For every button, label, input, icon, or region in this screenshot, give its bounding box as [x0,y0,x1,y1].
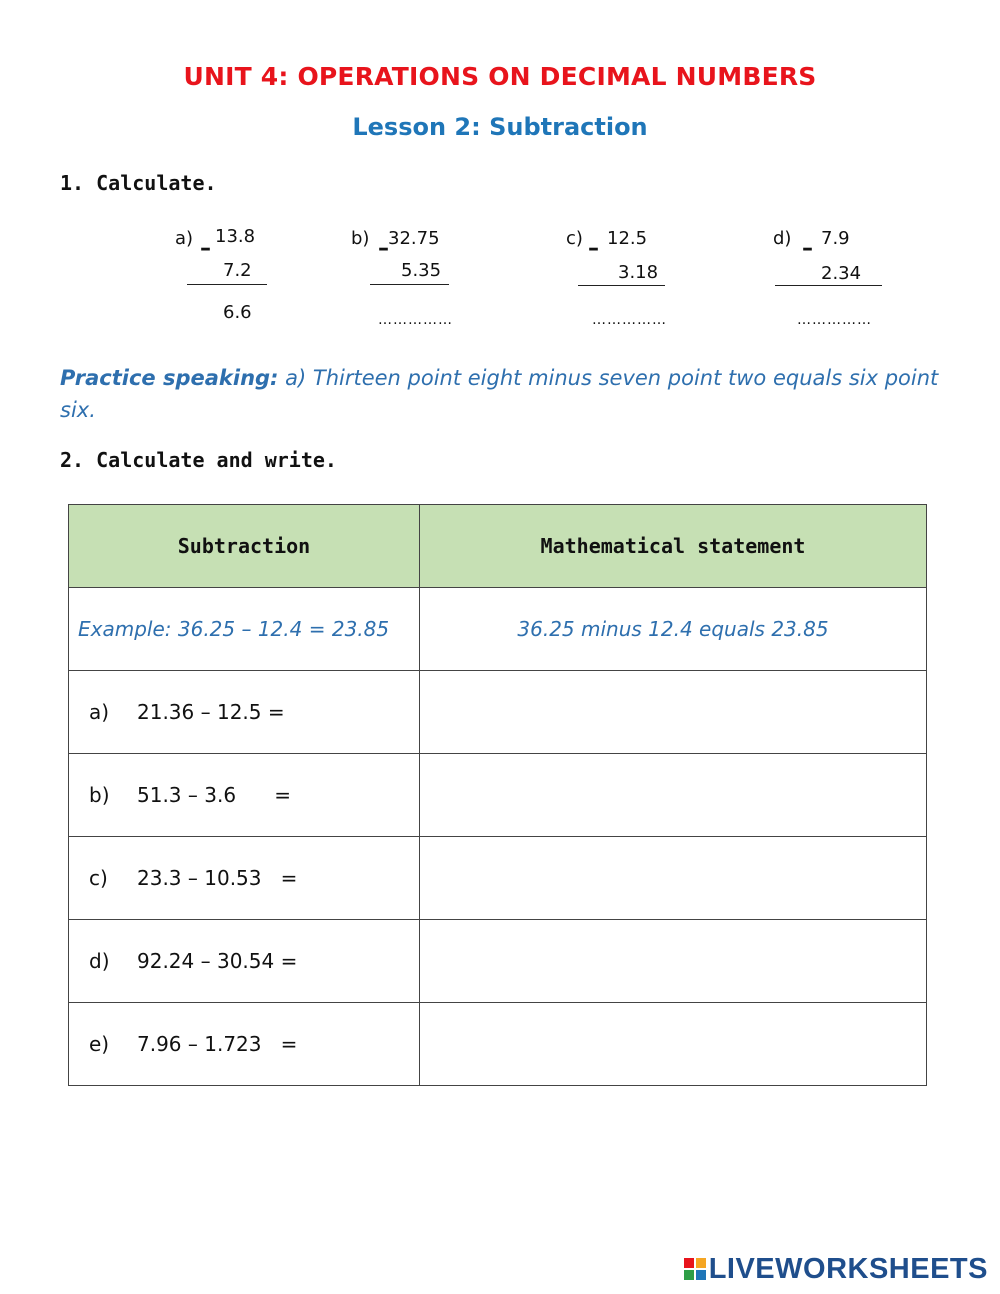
subtrahend: 7.2 [223,260,252,281]
statement-answer-cell[interactable] [420,671,927,754]
liveworksheets-logo [684,1252,988,1286]
underline [187,284,267,285]
subtraction-cell [69,920,420,1003]
statement-answer-cell[interactable] [420,837,927,920]
row-label: b) [89,783,110,807]
example-row [69,588,927,671]
lesson-title: Lesson 2: Subtraction [352,113,648,141]
statement-answer-cell[interactable] [420,754,927,837]
problem-a [175,226,275,326]
column-header-subtraction: Subtraction [69,505,420,588]
problem-label: c) [566,228,583,249]
minuend: 7.9 [821,228,850,249]
statement-answer-cell[interactable] [420,920,927,1003]
problem-b [351,226,461,326]
example-subtraction: Example: 36.25 – 12.4 = 23.85 [69,588,420,671]
logo-block [696,1270,706,1280]
statement-answer-cell[interactable] [420,1003,927,1086]
problem-c [566,226,676,326]
logo-text: LIVEWORKSHEETS [708,1252,988,1285]
row-label: d) [89,949,110,973]
example-statement: 36.25 minus 12.4 equals 23.85 [420,588,927,671]
subtraction-table [68,504,927,1086]
table-row [69,837,927,920]
underline [578,285,665,286]
column-header-statement: Mathematical statement [420,505,927,588]
subtrahend: 5.35 [401,260,442,281]
logo-block [696,1258,706,1268]
row-expression: 51.3 – 3.6 = [137,783,291,807]
problem-label: b) [351,228,370,249]
subtrahend: 3.18 [618,262,659,283]
answer-blank[interactable]: …………… [592,312,667,328]
subtraction-cell [69,754,420,837]
answer-blank[interactable]: …………… [797,312,872,328]
subtraction-cell [69,837,420,920]
table-row [69,671,927,754]
unit-title: UNIT 4: OPERATIONS ON DECIMAL NUMBERS [183,62,817,91]
problem-label: a) [175,228,194,249]
minus-sign: – [588,236,599,261]
row-expression: 23.3 – 10.53 = [137,866,298,890]
table-row [69,754,927,837]
row-expression: 92.24 – 30.54 = [137,949,298,973]
table-header-row [69,505,927,588]
practice-label: Practice speaking: [60,366,279,390]
minus-sign: – [378,236,389,261]
answer[interactable]: 6.6 [223,302,252,323]
row-label: e) [89,1032,110,1056]
practice-speaking [60,362,940,426]
row-label: c) [89,866,108,890]
row-expression: 7.96 – 1.723 = [137,1032,298,1056]
subtraction-cell [69,1003,420,1086]
logo-block [684,1270,694,1280]
table-row [69,920,927,1003]
row-expression: 21.36 – 12.5 = [137,700,285,724]
minus-sign: – [802,236,813,261]
minuend: 32.75 [388,228,440,249]
subtrahend: 2.34 [821,263,862,284]
subtraction-cell [69,671,420,754]
table-row [69,1003,927,1086]
row-label: a) [89,700,110,724]
minuend: 12.5 [607,228,648,249]
underline [370,284,449,285]
answer-blank[interactable]: …………… [378,312,453,328]
underline [775,285,882,286]
problem-label: d) [773,228,792,249]
logo-blocks-icon [684,1258,706,1280]
problem-d [773,226,888,326]
minus-sign: – [200,236,211,261]
logo-block [684,1258,694,1268]
practice-text: a) Thirteen point eight minus seven point two equals six point six. [60,366,939,422]
section1-heading: 1. Calculate. [60,171,217,195]
section2-heading: 2. Calculate and write. [60,448,337,472]
minuend: 13.8 [215,226,256,247]
